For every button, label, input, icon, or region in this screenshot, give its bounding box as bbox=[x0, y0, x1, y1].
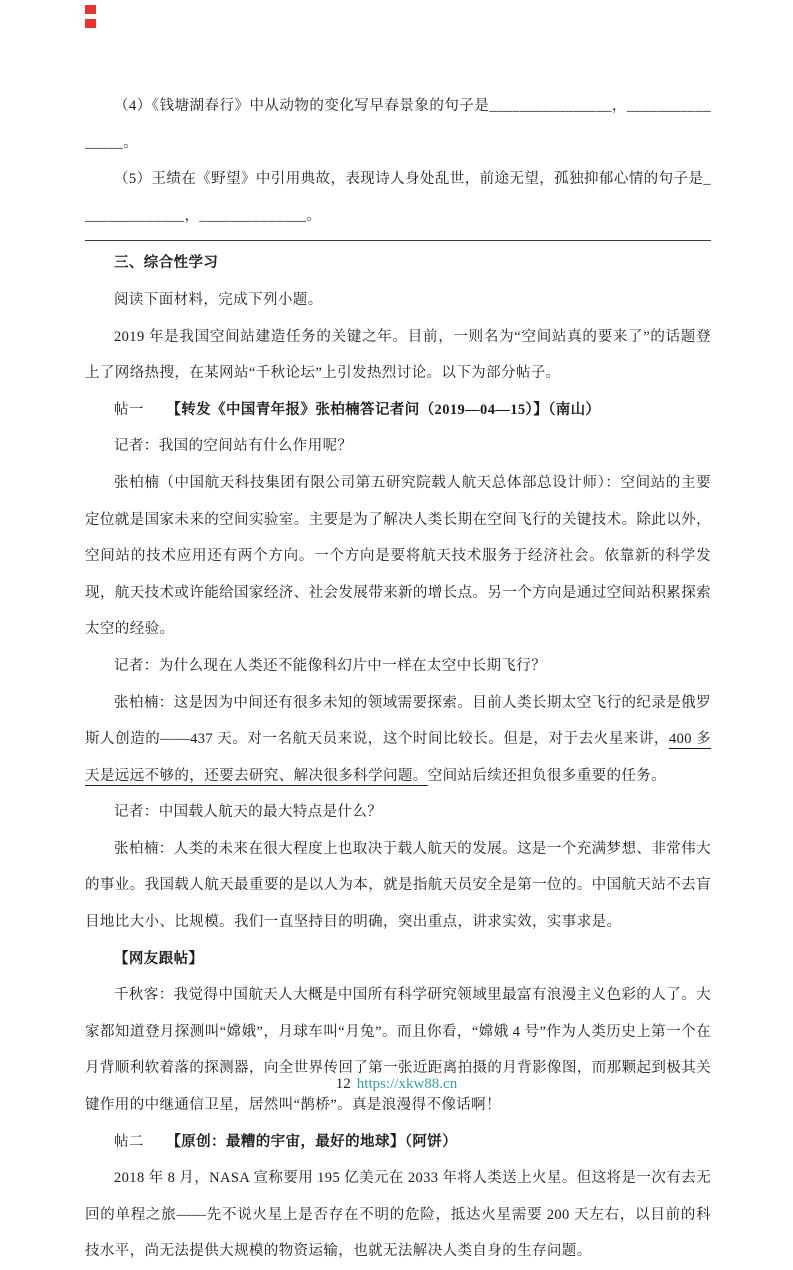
text-run: 张柏楠（中国航天科技集团有限公司第五研究院载人航天总体部总设计师）：空间站的主要定位就是国家未来的空间实验室。主要是为了解决人类长期在空间飞行的关键技术。除此以外，空间站的技术应用还有两个方向。一个方向是要将航天技术服务于经济社会。依靠新的科学发现，航天技术或许能给国家经济、社会发展带来新的增长点。另一个方向是通过空间站积累探索太空的经验。 bbox=[85, 474, 711, 638]
intro-paragraph bbox=[85, 319, 711, 392]
red-corner-marks bbox=[85, 5, 96, 33]
text-run: 记者：为什么现在人类还不能像科幻片中一样在太空中长期飞行？ bbox=[114, 657, 547, 674]
text-run: 2018 年 8 月，NASA 宣称要用 195 亿美元在 2033 年将人类送上火星。但这将是一次有去无回的单程之旅——先不说火星上是否存在不明的危险，抵达火星需要 200 天左右，以目前的科技水平，尚无法提供大规模的物资运输，也就无法解决人类自身的生存问题。 bbox=[85, 1170, 711, 1260]
text-run: 阅读下面材料，完成下列小题。 bbox=[114, 291, 323, 308]
footer-url: https://xkw88.cn bbox=[356, 1076, 458, 1092]
page-number: 12 bbox=[335, 1076, 351, 1092]
text-run: 记者：我国的空间站有什么作用呢？ bbox=[114, 438, 353, 455]
post-two-title bbox=[85, 1124, 711, 1161]
underlined-text-run: 400 多天是远远不够的，还要去研究、解决很多科学问题。 bbox=[85, 731, 712, 784]
text-run: （5）王绩在《野望》中引用典故，表现诗人身处乱世，前途无望，孤独抑郁心情的句子是______________，______________。 bbox=[85, 171, 711, 224]
red-square-icon bbox=[85, 5, 96, 14]
text-run: （4）《钱塘湖春行》中从动物的变化写早春景象的句子是________________，________________。 bbox=[85, 98, 711, 151]
netizen-reply bbox=[85, 977, 711, 1123]
text-run: 帖一 bbox=[114, 401, 174, 418]
reporter-question-3 bbox=[85, 794, 711, 831]
text-run: 空间站后续还担负很多重要的任务。 bbox=[427, 767, 667, 784]
section-divider bbox=[85, 240, 711, 241]
reporter-question-2 bbox=[85, 648, 711, 685]
answer-1 bbox=[85, 465, 711, 648]
question-5 bbox=[85, 161, 711, 234]
bold-text-run: 【网友跟帖】 bbox=[114, 950, 204, 967]
section-heading bbox=[85, 245, 711, 282]
netizen-replies-heading bbox=[85, 941, 711, 978]
bold-text-run: 三、综合性学习 bbox=[114, 255, 219, 272]
text-run: 记者：中国载人航天的最大特点是什么？ bbox=[114, 804, 383, 821]
answer-3 bbox=[85, 831, 711, 941]
text-run: 帖二 bbox=[114, 1133, 174, 1150]
post-two-body bbox=[85, 1160, 711, 1270]
bold-text-run: 【原创：最糟的宇宙，最好的地球】（阿饼） bbox=[173, 1133, 458, 1150]
instruction-line bbox=[85, 282, 711, 319]
post-one-title bbox=[85, 392, 711, 429]
page-footer bbox=[0, 1074, 793, 1094]
bold-text-run: 【转发《中国青年报》张柏楠答记者问（2019—04—15）】（南山） bbox=[173, 401, 601, 418]
answer-2 bbox=[85, 685, 711, 795]
text-run: 张柏楠：人类的未来在很大程度上也取决于载人航天的发展。这是一个充满梦想、非常伟大的事业。我国载人航天最重要的是以人为本，就是指航天员安全是第一位的。中国航天站不去盲目地比大小、比规模。我们一直坚持目的明确，突出重点，讲求实效，实事求是。 bbox=[85, 840, 711, 931]
text-run: 千秋客：我觉得中国航天人大概是中国所有科学研究领域里最富有浪漫主义色彩的人了。大家都知道登月探测叫“嫦娥”，月球车叫“月兔”。而且你看，“嫦娥 4 号”作为人类历史上第一个在月背顺利软着落的探测器，向全世界传回了第一张近距离拍摄的月背影像图，而那颗起到极其关键作用的中继通信卫星，居然叫“鹊桥”。真是浪漫得不像话啊！ bbox=[85, 987, 711, 1114]
red-square-icon bbox=[85, 19, 96, 28]
text-run: 张柏楠：这是因为中间还有很多未知的领域需要探索。目前人类长期太空飞行的纪录是俄罗斯人创造的——437 天。对一名航天员来说，这个时间比较长。但是，对于去火星来讲， bbox=[85, 694, 711, 748]
question-4 bbox=[85, 88, 711, 161]
reporter-question-1 bbox=[85, 428, 711, 465]
text-run: 2019 年是我国空间站建造任务的关键之年。目前，一则名为“空间站真的要来了”的话题登上了网络热搜，在某网站“千秋论坛”上引发热烈讨论。以下为部分帖子。 bbox=[85, 328, 711, 382]
